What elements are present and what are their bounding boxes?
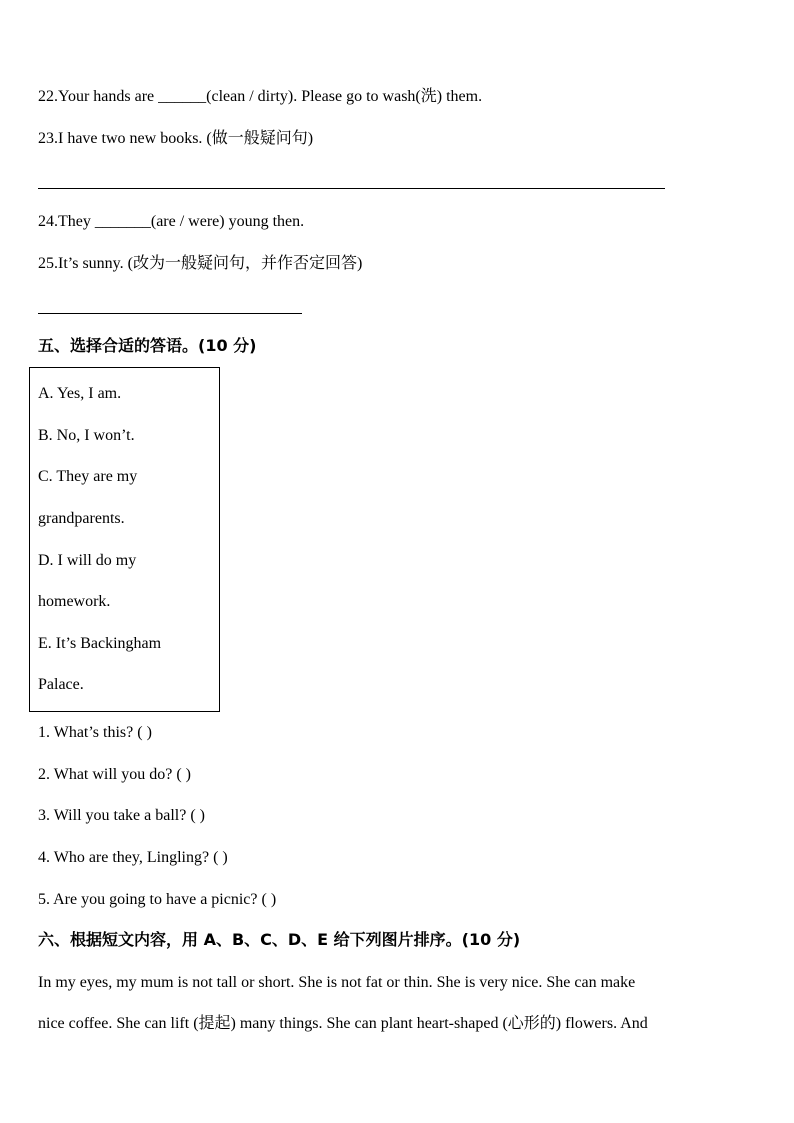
question-24: 24.They _______(are / were) young then. <box>38 213 305 230</box>
match-question-1: 1. What’s this? ( ) <box>38 724 152 741</box>
passage-line-2: nice coffee. She can lift (提起) many things. She can plant heart-shaped (心形的) flowers. And <box>38 1015 648 1032</box>
match-question-3: 3. Will you take a ball? ( ) <box>38 807 206 824</box>
question-22: 22.Your hands are ______(clean / dirty). Please go to wash(洗) them. <box>38 88 483 105</box>
match-question-5: 5. Are you going to have a picnic? ( ) <box>38 891 277 908</box>
option-e: E. It’s Backingham <box>38 635 162 652</box>
passage-line-1: In my eyes, my mum is not tall or short. She is not fat or thin. She is very nice. She can make <box>38 974 636 991</box>
options-box <box>29 367 220 712</box>
question-23: 23.I have two new books. (做一般疑问句) <box>38 130 314 147</box>
option-c: C. They are my <box>38 468 138 485</box>
match-question-2: 2. What will you do? ( ) <box>38 766 192 783</box>
option-a: A. Yes, I am. <box>38 385 122 402</box>
section-6-heading: 六、根据短文内容，用 A、B、C、D、E 给下列图片排序。(10 分) <box>38 930 521 949</box>
option-e-cont: Palace. <box>38 676 84 693</box>
option-c-cont: grandparents. <box>38 510 125 527</box>
answer-line-25 <box>38 313 302 314</box>
question-25: 25.It’s sunny. (改为一般疑问句，并作否定回答) <box>38 255 363 272</box>
match-question-4: 4. Who are they, Lingling? ( ) <box>38 849 228 866</box>
option-b: B. No, I won’t. <box>38 427 135 444</box>
option-d: D. I will do my <box>38 552 137 569</box>
answer-line-23 <box>38 188 665 189</box>
option-d-cont: homework. <box>38 593 111 610</box>
section-5-heading: 五、选择合适的答语。(10 分) <box>38 336 257 355</box>
